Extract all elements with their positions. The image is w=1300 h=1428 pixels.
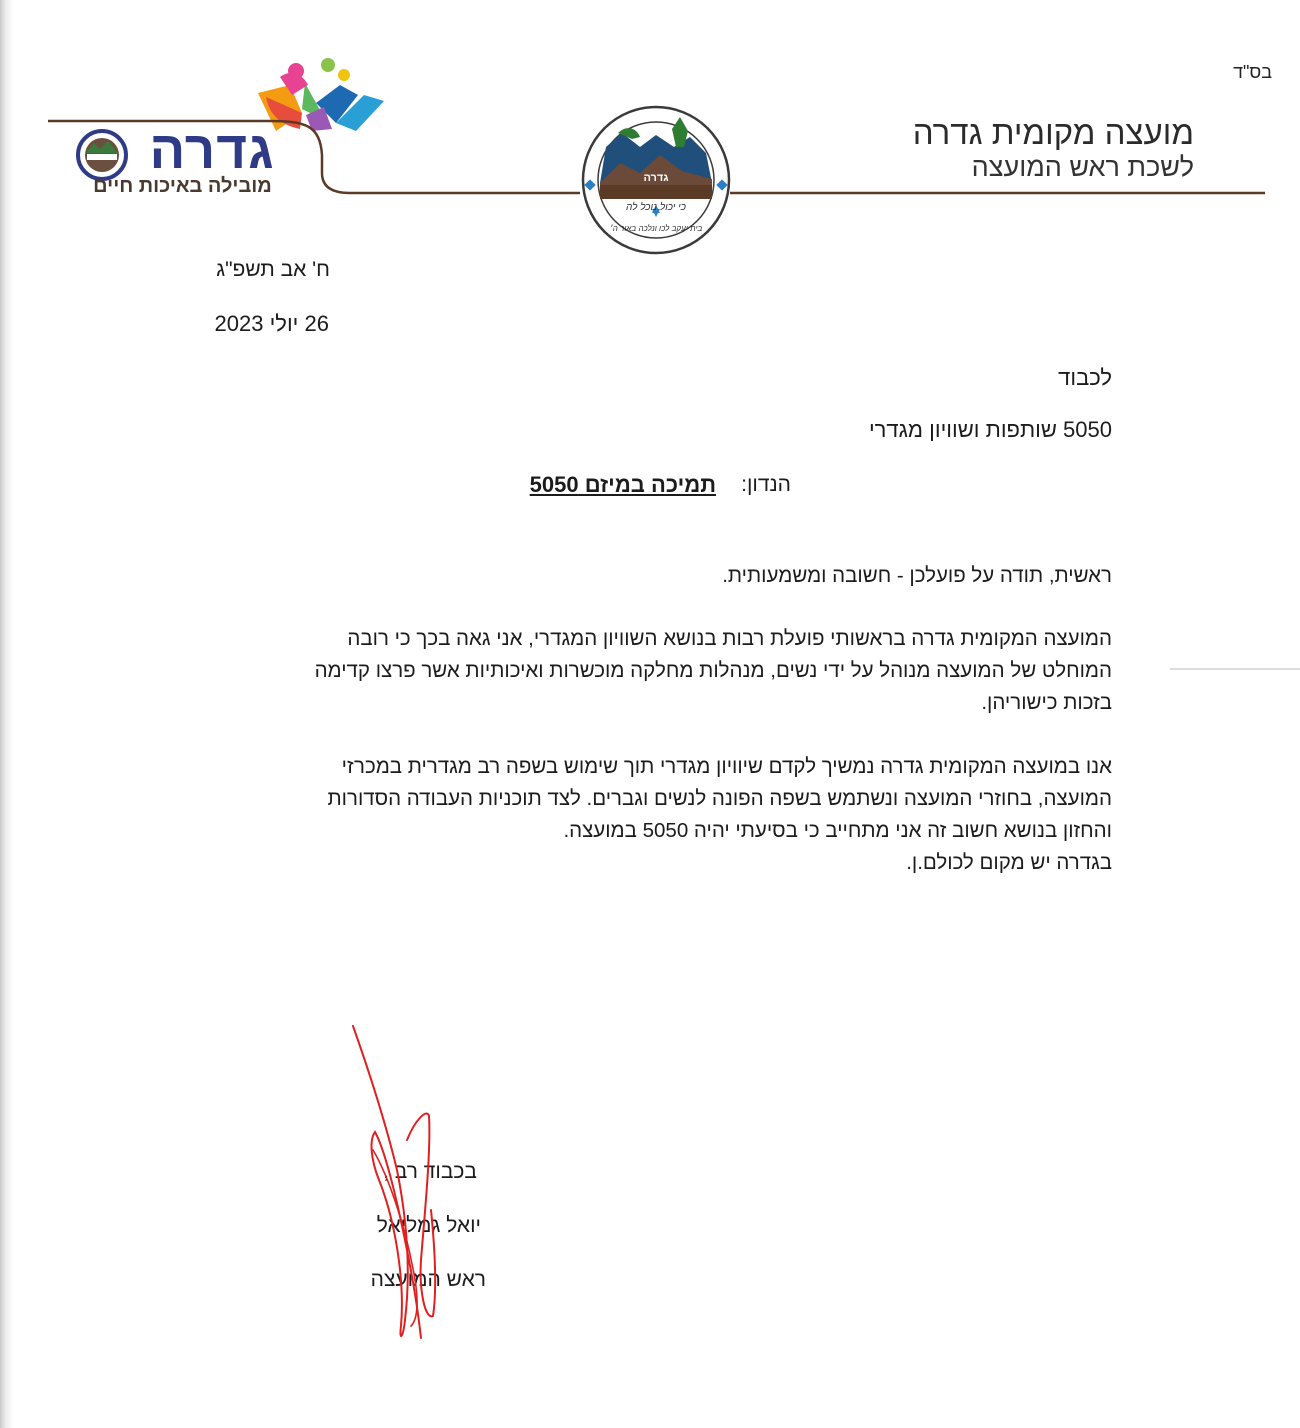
council-name: מועצה מקומית גדרה [912, 114, 1194, 151]
signer-name: יואל גמליאל [376, 1214, 481, 1237]
body-line: בגדרה יש מקום לכולם.ן. [906, 851, 1112, 874]
logo-round-emblem-icon [78, 131, 126, 179]
signer-title: ראש המועצה [370, 1268, 486, 1291]
brand-logo-name: גדרה [149, 121, 275, 180]
recipient-label: לכבוד [1058, 365, 1112, 390]
hebrew-date: ח' אב תשפ"ג [216, 258, 330, 281]
body-line: בזכות כישוריהן. [981, 691, 1112, 714]
handwritten-signature [345, 1020, 455, 1350]
gregorian-date: 26 יולי 2023 [214, 311, 329, 336]
body-paragraph-2 [212, 623, 1112, 719]
body-line: המועצה, בחוזרי המועצה ונשתמש בשפה הפונה לנשים וגברים. לצד תוכניות העבודה הסדורות [327, 787, 1112, 810]
body-paragraph-3 [212, 751, 1112, 879]
office-name: לשכת ראש המועצה [971, 152, 1194, 182]
body-line: והחזון בנושא חשוב זה אני מתחייב כי בסיעתי יהיה 5050 במועצה. [563, 819, 1112, 842]
bsd-mark: בס"ד [1233, 62, 1272, 82]
seal-center-name: גדרה [643, 172, 669, 184]
subject-label: הנדון: [741, 473, 791, 496]
brand-logo-tagline: מובילה באיכות חיים [93, 175, 272, 197]
seal-ring-bottom-text: כי יכול נוכל לה [626, 202, 686, 213]
body-paragraph-1 [212, 560, 1112, 592]
seal-ring-top-text: בית יעקב לכו ונלכה באור ה׳ [609, 224, 703, 233]
body-line: ראשית, תודה על פועלכן - חשובה ומשמעותית. [722, 564, 1112, 587]
subject-title: תמיכה במיזם 5050 [529, 472, 716, 497]
recipient-organization: 5050 שותפות ושוויון מגדרי [868, 417, 1112, 442]
closing-greeting: בכבוד רב , [383, 1160, 477, 1183]
body-line: המוחלט של המועצה מנוהל על ידי נשים, מנהלות מחלקה מוכשרות ואיכותיות אשר פרצו קדימה [314, 659, 1112, 682]
body-line: המועצה המקומית גדרה בראשותי פועלת רבות בנושא השוויון המגדרי, אני גאה בכך כי רובה [347, 627, 1112, 650]
seal-text-layer [580, 172, 732, 184]
body-line: אנו במועצה המקומית גדרה נמשיך לקדם שיוויון מגדרי תוך שימוש בשפה רב מגדרית במכרזי [341, 755, 1112, 778]
scan-edge-shadow [0, 0, 14, 1428]
scan-edge-mark [1170, 668, 1300, 670]
